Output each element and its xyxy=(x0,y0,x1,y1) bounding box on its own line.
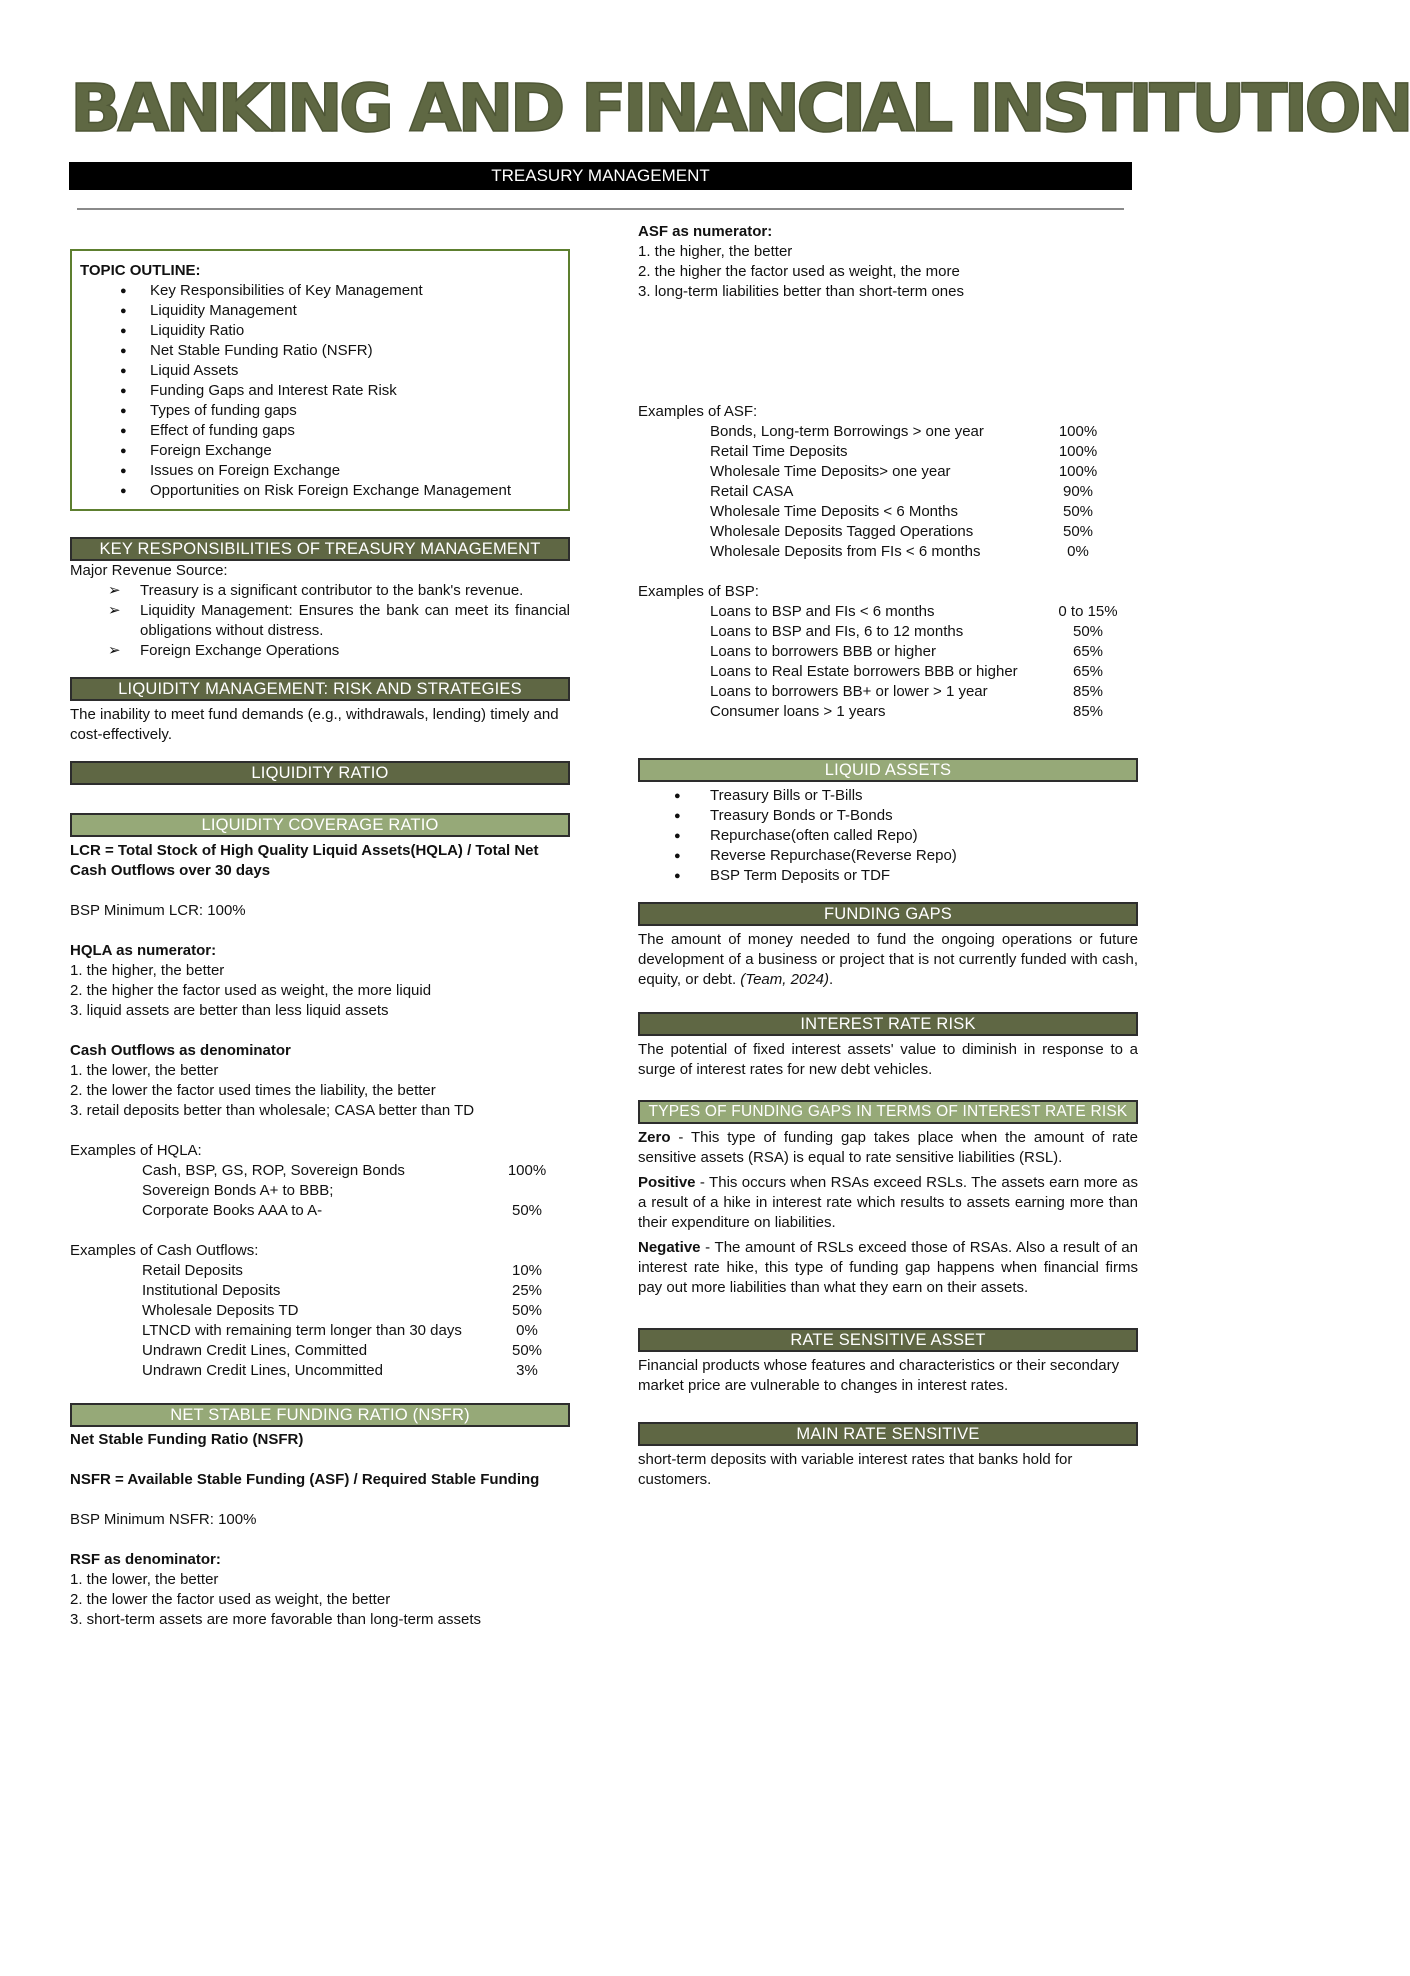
cash-examples-list xyxy=(70,1261,570,1381)
liquidity-management-text: The inability to meet fund demands (e.g., withdrawals, lending) timely and cost-effectively. xyxy=(70,706,559,743)
bsp-examples-heading: Examples of BSP: xyxy=(638,583,759,600)
liquidity-ratio-header: LIQUIDITY RATIO xyxy=(70,761,570,785)
table-row xyxy=(70,1201,570,1221)
list-item: ➢ Liquidity Management: Ensures the bank can meet its financial obligations without distress. xyxy=(70,601,570,641)
example-value: 65% xyxy=(1072,663,1104,680)
funding-gaps-body: The amount of money needed to fund the ongoing operations or future development of a business or project that is not currently funded with cash, equity, or debt. xyxy=(638,931,1138,988)
example-value: 85% xyxy=(1072,683,1104,700)
gap-term: Zero xyxy=(638,1129,671,1146)
example-value: 0% xyxy=(516,1322,538,1339)
table-row xyxy=(638,642,1138,662)
table-row xyxy=(638,422,1138,442)
table-row xyxy=(638,602,1138,622)
example-name: Loans to BSP and FIs, 6 to 12 months xyxy=(710,623,964,640)
table-row xyxy=(70,1181,570,1201)
lcr-formula: LCR = Total Stock of High Quality Liquid Assets(HQLA) / Total Net Cash Outflows over 30 days xyxy=(70,842,539,879)
list-item: ● Treasury Bonds or T-Bonds xyxy=(638,806,1138,826)
example-value: 50% xyxy=(511,1302,543,1319)
example-value: 50% xyxy=(511,1342,543,1359)
list-item: ● Types of funding gaps xyxy=(80,401,560,421)
list-item: ● Liquid Assets xyxy=(80,361,560,381)
hqla-point: 1. the higher, the better xyxy=(70,962,225,979)
nsfr-formula: NSFR = Available Stable Funding (ASF) / Required Stable Funding xyxy=(70,1471,540,1488)
topic-outline-box xyxy=(70,249,570,511)
lcr-header: LIQUIDITY COVERAGE RATIO xyxy=(70,813,570,837)
subtitle-bar: TREASURY MANAGEMENT xyxy=(69,162,1132,190)
example-name: Consumer loans > 1 years xyxy=(710,703,886,720)
rsf-point: 2. the lower the factor used as weight, the better xyxy=(70,1591,391,1608)
cash-outflows-point: 3. retail deposits better than wholesale; CASA better than TD xyxy=(70,1102,475,1119)
example-value: 100% xyxy=(507,1162,547,1179)
table-row xyxy=(70,1161,570,1181)
example-name: Wholesale Time Deposits < 6 Months xyxy=(710,503,959,520)
list-item: ● Effect of funding gaps xyxy=(80,421,560,441)
example-name: Loans to borrowers BBB or higher xyxy=(710,643,936,660)
table-row xyxy=(638,682,1138,702)
example-value: 65% xyxy=(1072,643,1104,660)
example-value xyxy=(497,1181,557,1201)
list-item: ● Treasury Bills or T-Bills xyxy=(638,786,1138,806)
table-row xyxy=(70,1301,570,1321)
list-item: ● Issues on Foreign Exchange xyxy=(80,461,560,481)
example-name: Undrawn Credit Lines, Committed xyxy=(142,1342,368,1359)
table-row xyxy=(638,542,1138,562)
hqla-point: 2. the higher the factor used as weight, the more liquid xyxy=(70,982,432,999)
table-row xyxy=(638,622,1138,642)
list-item xyxy=(638,1173,1138,1233)
key-responsibilities-intro: Major Revenue Source: xyxy=(70,562,228,579)
hqla-examples-heading: Examples of HQLA: xyxy=(70,1142,202,1159)
nsfr-name: Net Stable Funding Ratio (NSFR) xyxy=(70,1431,304,1448)
rsf-point: 3. short-term assets are more favorable than long-term assets xyxy=(70,1611,482,1628)
example-name: Loans to Real Estate borrowers BBB or higher xyxy=(710,663,1018,680)
example-value: 25% xyxy=(511,1282,543,1299)
table-row xyxy=(70,1261,570,1281)
example-name: Loans to borrowers BB+ or lower > 1 year xyxy=(710,683,988,700)
table-row xyxy=(70,1321,570,1341)
example-name: Loans to BSP and FIs < 6 months xyxy=(710,603,935,620)
left-column xyxy=(70,215,570,1630)
cash-outflows-point: 1. the lower, the better xyxy=(70,1062,219,1079)
table-row xyxy=(70,1281,570,1301)
example-name: Corporate Books AAA to A- xyxy=(142,1202,323,1219)
table-row xyxy=(638,462,1138,482)
lcr-minimum: BSP Minimum LCR: 100% xyxy=(70,902,246,919)
table-row xyxy=(638,442,1138,462)
table-row xyxy=(638,522,1138,542)
example-value: 3% xyxy=(516,1362,538,1379)
bsp-examples-list xyxy=(638,602,1138,722)
gap-term: Negative xyxy=(638,1239,701,1256)
liquid-assets-header: LIQUID ASSETS xyxy=(638,758,1138,782)
example-value: 100% xyxy=(1058,443,1098,460)
asf-point: 1. the higher, the better xyxy=(638,243,793,260)
example-value: 50% xyxy=(1062,503,1094,520)
example-value: 100% xyxy=(1058,423,1098,440)
asf-examples-heading: Examples of ASF: xyxy=(638,403,758,420)
table-row xyxy=(70,1341,570,1361)
page-title: BANKING AND FINANCIAL INSTITUTION xyxy=(70,70,1410,147)
funding-gaps-header: FUNDING GAPS xyxy=(638,902,1138,926)
table-row xyxy=(638,702,1138,722)
gap-description: - This occurs when RSAs exceed RSLs. The assets earn more as a result of a hike in interest rate which results to assets earning more than their expenditure on liabilities. xyxy=(638,1174,1138,1231)
table-row xyxy=(638,502,1138,522)
list-item: ● Reverse Repurchase(Reverse Repo) xyxy=(638,846,1138,866)
interest-rate-risk-header: INTEREST RATE RISK xyxy=(638,1012,1138,1036)
list-item: ● Funding Gaps and Interest Rate Risk xyxy=(80,381,560,401)
main-rate-sensitive-text: short-term deposits with variable interest rates that banks hold for customers. xyxy=(638,1451,1073,1488)
funding-gaps-citation: (Team, 2024) xyxy=(740,971,829,988)
example-name: Undrawn Credit Lines, Uncommitted xyxy=(142,1362,383,1379)
asf-point: 2. the higher the factor used as weight, the more xyxy=(638,263,960,280)
example-name: Institutional Deposits xyxy=(142,1282,281,1299)
key-responsibilities-header: KEY RESPONSIBILITIES OF TREASURY MANAGEMENT xyxy=(70,537,570,561)
example-name: Wholesale Deposits TD xyxy=(142,1302,299,1319)
rsf-heading: RSF as denominator: xyxy=(70,1551,221,1568)
table-row xyxy=(70,1361,570,1381)
main-rate-sensitive-header: MAIN RATE SENSITIVE xyxy=(638,1422,1138,1446)
hqla-point: 3. liquid assets are better than less liquid assets xyxy=(70,1002,389,1019)
asf-heading: ASF as numerator: xyxy=(638,223,773,240)
liquidity-management-header: LIQUIDITY MANAGEMENT: RISK AND STRATEGIES xyxy=(70,677,570,701)
example-value: 50% xyxy=(511,1202,543,1219)
divider xyxy=(77,208,1124,210)
example-value: 0% xyxy=(1067,543,1089,560)
list-item: ➢ Foreign Exchange Operations xyxy=(70,641,570,661)
topic-outline-heading: TOPIC OUTLINE: xyxy=(80,262,201,279)
rsf-point: 1. the lower, the better xyxy=(70,1571,219,1588)
example-value: 50% xyxy=(1072,623,1104,640)
types-funding-gaps-header: TYPES OF FUNDING GAPS IN TERMS OF INTEREST RATE RISK xyxy=(638,1100,1138,1124)
example-value: 85% xyxy=(1072,703,1104,720)
list-item: ● BSP Term Deposits or TDF xyxy=(638,866,1138,886)
key-responsibilities-list xyxy=(70,581,570,661)
example-name: Cash, BSP, GS, ROP, Sovereign Bonds xyxy=(142,1162,405,1179)
list-item: ● Net Stable Funding Ratio (NSFR) xyxy=(80,341,560,361)
example-name: Sovereign Bonds A+ to BBB; xyxy=(142,1182,334,1199)
example-value: 10% xyxy=(511,1262,543,1279)
list-item xyxy=(638,1238,1138,1298)
list-item: ● Foreign Exchange xyxy=(80,441,560,461)
cash-outflows-heading: Cash Outflows as denominator xyxy=(70,1042,291,1059)
cash-outflows-point: 2. the lower the factor used times the liability, the better xyxy=(70,1082,436,1099)
example-name: Retail CASA xyxy=(710,483,794,500)
example-name: Wholesale Deposits Tagged Operations xyxy=(710,523,974,540)
list-item: ➢ Treasury is a significant contributor to the bank's revenue. xyxy=(70,581,570,601)
table-row xyxy=(638,662,1138,682)
hqla-examples-list xyxy=(70,1161,570,1221)
interest-rate-risk-text: The potential of fixed interest assets' value to diminish in response to a surge of interest rates for new debt vehicles. xyxy=(638,1041,1138,1078)
rate-sensitive-asset-text: Financial products whose features and characteristics or their secondary market price are vulnerable to changes in interest rates. xyxy=(638,1357,1120,1394)
hqla-heading: HQLA as numerator: xyxy=(70,942,217,959)
example-name: Wholesale Deposits from FIs < 6 months xyxy=(710,543,981,560)
nsfr-minimum: BSP Minimum NSFR: 100% xyxy=(70,1511,257,1528)
example-value: 90% xyxy=(1062,483,1094,500)
list-item: ● Opportunities on Risk Foreign Exchange Management xyxy=(80,481,560,501)
example-name: Bonds, Long-term Borrowings > one year xyxy=(710,423,984,440)
list-item: ● Key Responsibilities of Key Management xyxy=(80,281,560,301)
example-value: 100% xyxy=(1058,463,1098,480)
example-value: 50% xyxy=(1062,523,1094,540)
list-item: ● Liquidity Management xyxy=(80,301,560,321)
example-name: Wholesale Time Deposits> one year xyxy=(710,463,951,480)
right-column xyxy=(638,222,1138,1490)
asf-point: 3. long-term liabilities better than short-term ones xyxy=(638,283,964,300)
topic-outline-list xyxy=(80,281,560,501)
cash-examples-heading: Examples of Cash Outflows: xyxy=(70,1242,259,1259)
list-item: ● Repurchase(often called Repo) xyxy=(638,826,1138,846)
table-row xyxy=(638,482,1138,502)
types-funding-gaps-list xyxy=(638,1128,1138,1298)
asf-examples-list xyxy=(638,422,1138,562)
list-item: ● Liquidity Ratio xyxy=(80,321,560,341)
gap-description: - This type of funding gap takes place when the amount of rate sensitive assets (RSA) is equal to rate sensitive liabilities (RSL). xyxy=(638,1129,1138,1166)
funding-gaps-text xyxy=(638,930,1138,990)
gap-description: - The amount of RSLs exceed those of RSAs. Also a result of an interest rate hike, this type of funding gap happens when financial firms pay out more liabilities than what they earn on their assets. xyxy=(638,1239,1138,1296)
example-value: 0 to 15% xyxy=(1058,603,1118,620)
rate-sensitive-asset-header: RATE SENSITIVE ASSET xyxy=(638,1328,1138,1352)
liquid-assets-list xyxy=(638,786,1138,886)
example-name: Retail Deposits xyxy=(142,1262,243,1279)
nsfr-header: NET STABLE FUNDING RATIO (NSFR) xyxy=(70,1403,570,1427)
example-name: Retail Time Deposits xyxy=(710,443,848,460)
gap-term: Positive xyxy=(638,1174,696,1191)
funding-gaps-period: . xyxy=(828,971,834,988)
list-item xyxy=(638,1128,1138,1168)
example-name: LTNCD with remaining term longer than 30 days xyxy=(142,1322,462,1339)
